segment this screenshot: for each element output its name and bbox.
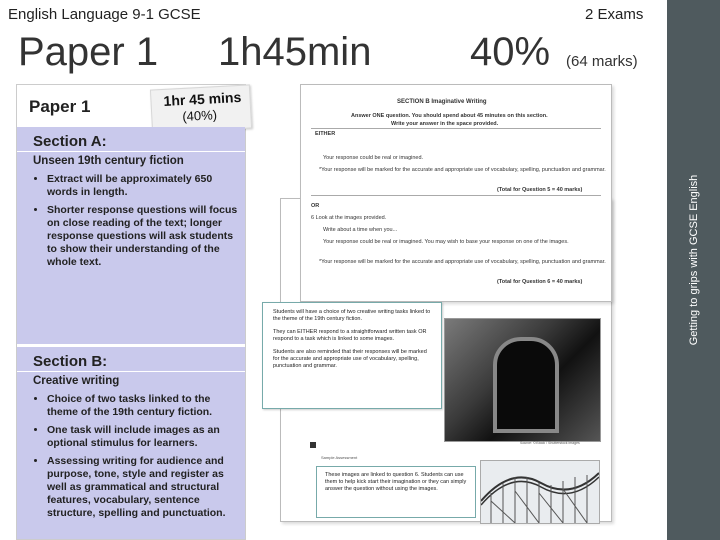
list-item: • Choice of two tasks linked to the theme of the 19th century fiction. bbox=[47, 393, 241, 419]
exam-q6-total: (Total for Question 6 = 40 marks) bbox=[497, 279, 583, 285]
exam-q6-line2: Write about a time when you... bbox=[323, 227, 398, 233]
exam-page-front bbox=[300, 84, 612, 302]
list-item: • One task will include images as an optional stimulus for learners. bbox=[47, 424, 241, 450]
list-item: • Extract will be approximately 650 words in length. bbox=[47, 173, 241, 199]
section-a-divider bbox=[17, 151, 245, 152]
exam-divider bbox=[311, 128, 601, 129]
callout-paragraph: Students are also reminded that their responses will be marked for the accurate and appropriate use of vocabulary, spelling, punctuation and grammar. bbox=[273, 349, 427, 369]
card-title: Paper 1 bbox=[29, 97, 91, 116]
exam-q6-line1: 6 Look at the images provided. bbox=[311, 215, 387, 221]
tunnel-photo bbox=[444, 318, 601, 442]
callout-paragraph: They can EITHER respond to a straightforward written task OR respond to a task which is linked to some images. bbox=[273, 329, 427, 342]
list-item: • Assessing writing for audience and purpose, tone, style and register as well as grammatical and structural features, vocabulary, sentence structure, spelling and punctuation. bbox=[47, 455, 241, 520]
exam-section-title: SECTION B Imaginative Writing bbox=[397, 99, 487, 105]
section-b-title: Section B: bbox=[33, 353, 108, 370]
section-b-bullets bbox=[17, 393, 245, 525]
section-b-panel bbox=[17, 347, 245, 539]
section-a-bullets bbox=[17, 173, 245, 274]
exam-q6-note: *Your response will be marked for the accurate and appropriate use of vocabulary, spelling, punctuation and grammar. bbox=[319, 259, 606, 265]
section-a-panel bbox=[17, 127, 245, 344]
exam-footer: Sample Assessment bbox=[321, 455, 358, 460]
callout-writing-tasks bbox=[262, 302, 442, 409]
list-item: • Shorter response questions will focus on close reading of the text; longer response questions will ask students to show their understanding of the whole text. bbox=[47, 204, 241, 269]
sidebar-vertical-text: Getting to grips with GCSE English bbox=[688, 174, 700, 346]
section-a-subtitle: Unseen 19th century fiction bbox=[33, 155, 184, 167]
sticky-time: 1hr 45 mins bbox=[163, 88, 242, 109]
section-b-divider bbox=[17, 371, 245, 372]
tunnel-arch bbox=[493, 337, 559, 433]
section-b-subtitle: Creative writing bbox=[33, 375, 120, 387]
exam-instruction-2: Write your answer in the space provided. bbox=[391, 121, 499, 127]
exam-q5-total: (Total for Question 5 = 40 marks) bbox=[497, 187, 583, 193]
exam-q6-line3: Your response could be real or imagined. You may wish to base your response on one of the images. bbox=[323, 239, 569, 245]
exam-marker bbox=[310, 442, 316, 448]
exam-instruction-1: Answer ONE question. You should spend about 45 minutes on this section. bbox=[351, 113, 548, 119]
exam-q5-line: Your response could be real or imagined. bbox=[323, 155, 424, 161]
callout-images bbox=[316, 466, 476, 518]
headline-time: 1h45min bbox=[218, 30, 372, 74]
sticky-percent: (40%) bbox=[181, 107, 218, 124]
headline-marks: (64 marks) bbox=[566, 53, 638, 70]
rollercoaster-photo bbox=[480, 460, 600, 524]
callout-paragraph: Students will have a choice of two creative writing tasks linked to the theme of the 19th century fiction. bbox=[273, 309, 431, 322]
photo-caption: Source: ©iStock / Shutterstock images bbox=[520, 441, 580, 445]
callout-paragraph: These images are linked to question 6. Students can use them to help kick start their imagination or they can simply answer the question without using the images. bbox=[325, 472, 467, 492]
section-a-title: Section A: bbox=[33, 133, 107, 150]
header-right: 2 Exams bbox=[585, 6, 644, 23]
headline-paper: Paper 1 bbox=[18, 30, 159, 74]
exam-either: EITHER bbox=[315, 131, 336, 137]
header-left: English Language 9-1 GCSE bbox=[8, 6, 201, 23]
exam-or: OR bbox=[311, 203, 320, 209]
rollercoaster-drawing bbox=[481, 461, 599, 523]
paper-summary-card bbox=[16, 84, 246, 540]
headline-percent: 40% bbox=[470, 30, 551, 74]
exam-divider bbox=[311, 195, 601, 196]
exam-q5-note: *Your response will be marked for the accurate and appropriate use of vocabulary, spelling, punctuation and grammar. bbox=[319, 167, 606, 173]
